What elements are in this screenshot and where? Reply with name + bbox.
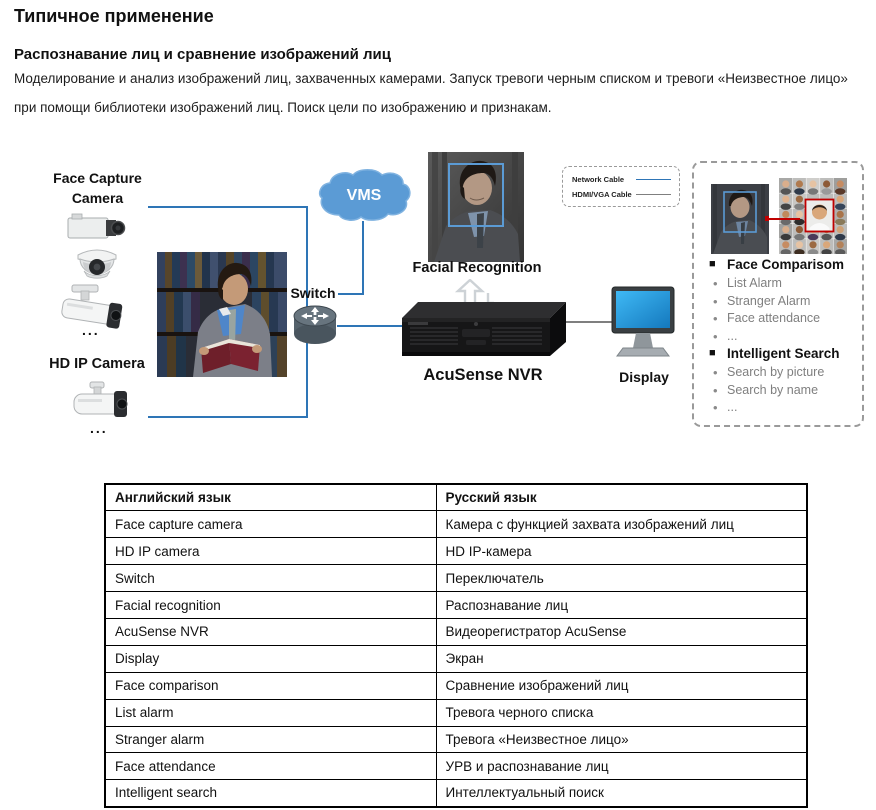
cell-en: Intelligent search — [105, 780, 436, 807]
table-row — [105, 592, 807, 619]
network-cable-swatch — [636, 179, 671, 181]
cable-legend — [562, 166, 680, 207]
cell-en: Facial recognition — [105, 592, 436, 619]
legend-row — [572, 175, 671, 184]
feature-item: • List Alarm — [709, 276, 859, 294]
cell-en: Stranger alarm — [105, 726, 436, 753]
face-capture-camera-label: Face Capture Camera — [53, 170, 142, 206]
cell-ru: Тревога черного списка — [436, 699, 807, 726]
network-line — [338, 293, 364, 295]
network-line — [337, 325, 404, 327]
hdmi-vga-line — [562, 321, 614, 323]
page-title: Типичное применение — [14, 6, 214, 26]
cell-en: Face attendance — [105, 753, 436, 780]
cell-ru: Сравнение изображений лиц — [436, 672, 807, 699]
cell-ru: Камера с функцией захвата изображений лиц — [436, 511, 807, 538]
display-label: Display — [619, 369, 669, 385]
feature-item: • ... — [709, 400, 859, 418]
vms-label: VMS — [346, 187, 382, 204]
cell-en: HD IP camera — [105, 538, 436, 565]
table-row — [105, 699, 807, 726]
hd-ip-camera-label: HD IP Camera — [49, 356, 145, 372]
cell-ru: Тревога «Неизвестное лицо» — [436, 726, 807, 753]
display-icon — [611, 286, 675, 364]
feature-item: • Search by picture — [709, 365, 859, 383]
face-comparison-heading: ■ Face Comparisom — [709, 257, 859, 276]
network-line — [148, 416, 308, 418]
network-line — [148, 206, 308, 208]
table-row — [105, 511, 807, 538]
features-panel — [692, 161, 864, 427]
cell-ru: Интеллектуальный поиск — [436, 780, 807, 807]
table-row — [105, 538, 807, 565]
table-row — [105, 753, 807, 780]
feature-item: • Stranger Alarm — [709, 294, 859, 312]
feature-item: • Search by name — [709, 383, 859, 401]
hdmi-vga-cable-swatch — [636, 194, 671, 196]
cell-ru: Видеорегистратор AcuSense — [436, 618, 807, 645]
cell-ru: УРВ и распознавание лиц — [436, 753, 807, 780]
table-row — [105, 645, 807, 672]
cell-ru: Экран — [436, 645, 807, 672]
legend-row — [572, 190, 671, 199]
section-description: Моделирование и анализ изображений лиц, захваченных камерами. Запуск тревоги черным списком и тревоги «Неизвестное лицо» при помощи библиотеки изображений лиц. Поиск цели по изображению и признакам. — [14, 71, 848, 116]
facial-recognition-label: Facial Recognition — [412, 260, 542, 276]
cell-en: Face comparison — [105, 672, 436, 699]
table-header-row — [105, 484, 807, 511]
cell-en: Display — [105, 645, 436, 672]
monitored-scene-photo — [157, 252, 287, 377]
network-cable-label: Network Cable — [572, 175, 625, 184]
cell-en: List alarm — [105, 699, 436, 726]
hdmi-vga-cable-label: HDMI/VGA Cable — [572, 190, 632, 199]
table-row — [105, 780, 807, 807]
ellipsis: ... — [82, 322, 100, 338]
switch-icon — [291, 302, 339, 346]
table-row — [105, 672, 807, 699]
acusense-nvr-label: AcuSense NVR — [423, 366, 543, 384]
match-connector-line — [768, 218, 800, 220]
feature-item: • Face attendance — [709, 311, 859, 329]
cell-ru: Распознавание лиц — [436, 592, 807, 619]
table-row — [105, 565, 807, 592]
intelligent-search-heading: ■ Intelligent Search — [709, 346, 859, 365]
ellipsis: ... — [90, 420, 108, 436]
cell-en: Switch — [105, 565, 436, 592]
feature-item: • ... — [709, 329, 859, 347]
network-line — [362, 221, 364, 294]
facial-recognition-photo — [428, 152, 524, 262]
switch-label: Switch — [290, 285, 336, 301]
translation-table — [104, 483, 808, 808]
features-list — [709, 257, 859, 418]
cell-ru: Переключатель — [436, 565, 807, 592]
cell-ru: HD IP-камера — [436, 538, 807, 565]
dome-camera-icon — [74, 243, 120, 283]
table-row — [105, 618, 807, 645]
vms-cloud-icon — [314, 167, 414, 225]
column-header-russian: Русский язык — [436, 484, 807, 511]
cell-en: Face capture camera — [105, 511, 436, 538]
cell-en: AcuSense NVR — [105, 618, 436, 645]
column-header-english: Английский язык — [105, 484, 436, 511]
table-row — [105, 726, 807, 753]
face-library-grid — [779, 178, 847, 254]
acusense-nvr-icon — [400, 296, 566, 366]
section-subtitle: Распознавание лиц и сравнение изображений лиц — [14, 46, 391, 63]
box-camera-icon — [66, 210, 126, 244]
captured-face-photo — [711, 184, 769, 254]
